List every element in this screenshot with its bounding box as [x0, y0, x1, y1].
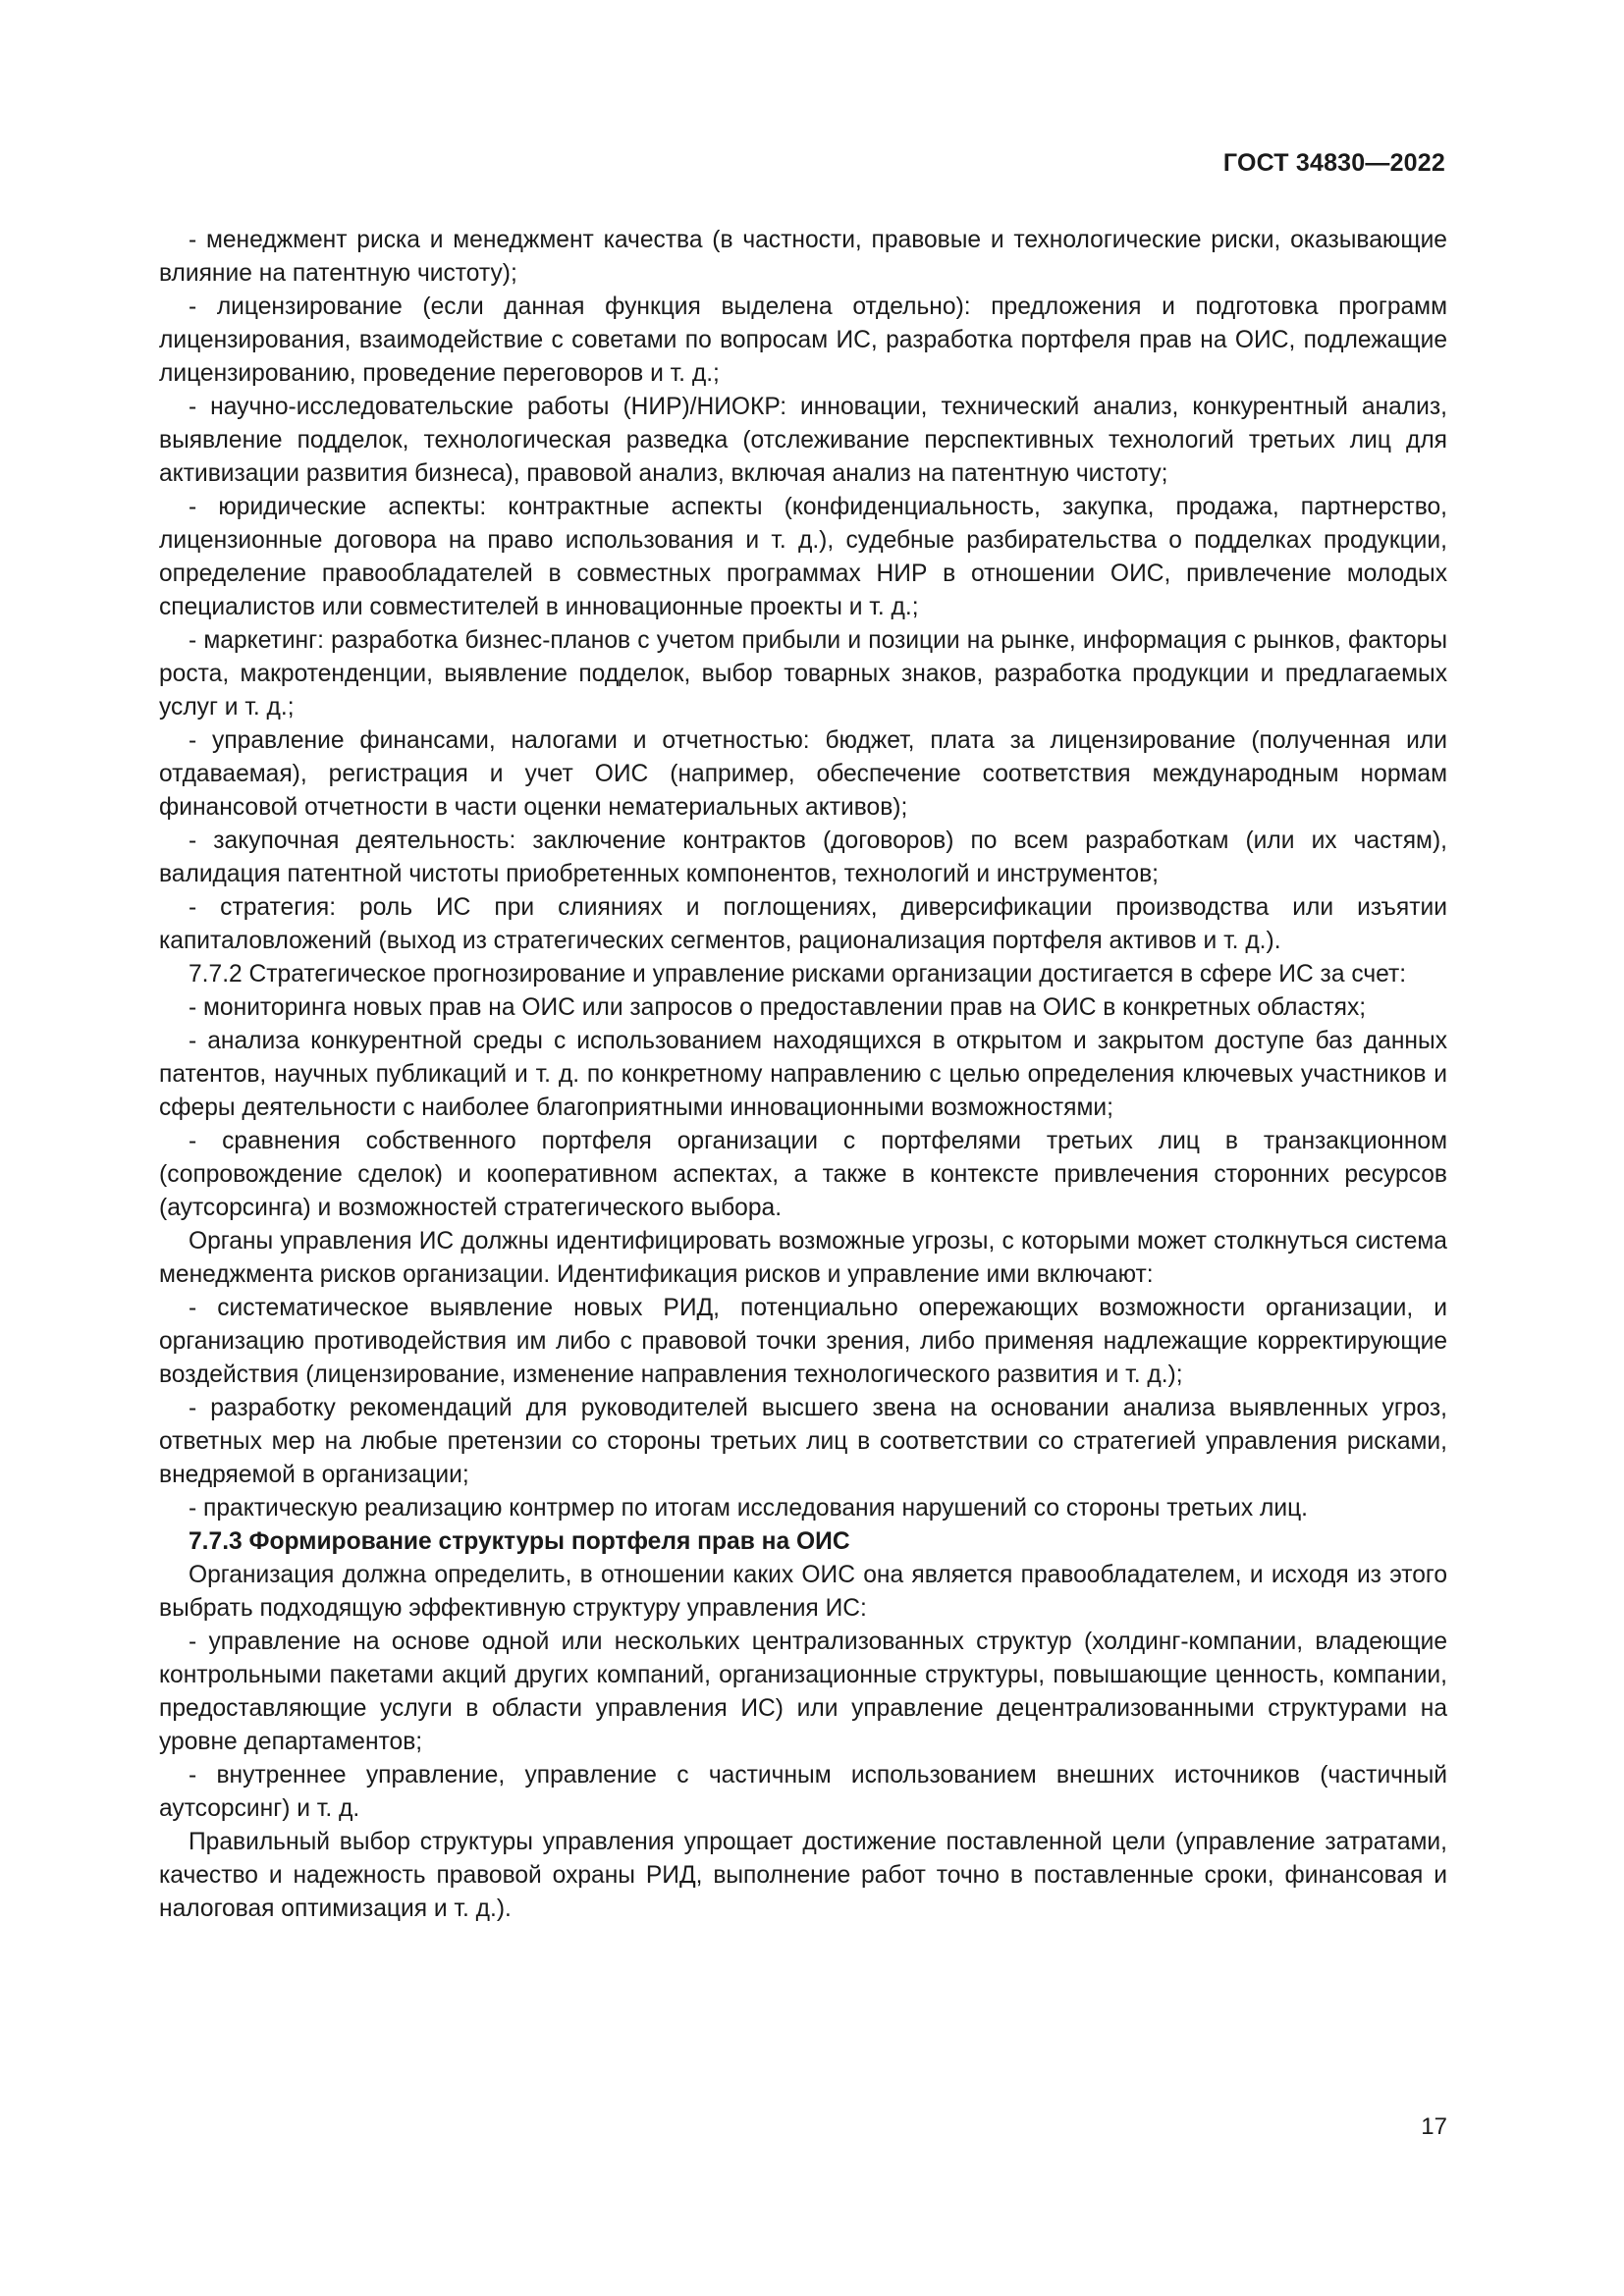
- paragraph: Организация должна определить, в отношении каких ОИС она является правообладателем, и исходя из этого выбрать подходящую эффективную структуру управления ИС:: [159, 1562, 1447, 1622]
- document-header: ГОСТ 34830—2022: [1222, 149, 1445, 177]
- paragraph: Органы управления ИС должны идентифицировать возможные угрозы, с которыми может столкнуться система менеджмента рисков организации. Идентификация рисков и управление ими включают:: [159, 1228, 1447, 1288]
- list-item: - систематическое выявление новых РИД, потенциально опережающих возможности организации, и организацию противодействия им либо с правовой точки зрения, либо применяя надлежащие корректирующие воздействия (лицензирование, изменение направления технологического развития и т. д.);: [159, 1295, 1447, 1388]
- list-item: - стратегия: роль ИС при слияниях и поглощениях, диверсификации производства или изъятии капиталовложений (выход из стратегических сегментов, рационализация портфеля активов и т. д.).: [159, 894, 1447, 954]
- page-number: 17: [1421, 2113, 1447, 2140]
- list-item: - управление на основе одной или нескольких централизованных структур (холдинг-компании, владеющие контрольными пакетами акций других компаний, организационные структуры, повышающие ценность, компании, предоставляющие услуги в области управления ИС) или управление децентрализованными структурами на уровне департаментов;: [159, 1629, 1447, 1755]
- list-item: - научно-исследовательские работы (НИР)/НИОКР: инновации, технический анализ, конкурентный анализ, выявление подделок, технологическая разведка (отслеживание перспективных технологий третьих лиц для активизации развития бизнеса), правовой анализ, включая анализ на патентную чистоту;: [159, 394, 1447, 487]
- list-item: - сравнения собственного портфеля организации с портфелями третьих лиц в транзакционном (сопровождение сделок) и кооперативном аспектах, а также в контексте привлечения сторонних ресурсов (аутсорсинга) и возможностей стратегического выбора.: [159, 1128, 1447, 1221]
- list-item: - анализа конкурентной среды с использованием находящихся в открытом и закрытом доступе баз данных патентов, научных публикаций и т. д. по конкретному направлению с целью определения ключевых участников и сферы деятельности с наиболее благоприятными инновационными возможностями;: [159, 1028, 1447, 1121]
- list-item: - управление финансами, налогами и отчетностью: бюджет, плата за лицензирование (полученная или отдаваемая), регистрация и учет ОИС (например, обеспечение соответствия международным нормам финансовой отчетности в части оценки нематериальных активов);: [159, 727, 1447, 821]
- clause-7-7-2: 7.7.2 Стратегическое прогнозирование и управление рисками организации достигается в сфере ИС за счет:: [189, 961, 1407, 988]
- section-heading-7-7-3: 7.7.3 Формирование структуры портфеля прав на ОИС: [189, 1528, 850, 1555]
- list-item: - закупочная деятельность: заключение контрактов (договоров) по всем разработкам (или их частям), валидация патентной чистоты приобретенных компонентов, технологий и инструментов;: [159, 828, 1447, 887]
- list-item: - разработку рекомендаций для руководителей высшего звена на основании анализа выявленных угроз, ответных мер на любые претензии со стороны третьих лиц в соответствии со стратегией управления рисками, внедряемой в организации;: [159, 1395, 1447, 1488]
- list-item: - менеджмент риска и менеджмент качества (в частности, правовые и технологические риски, оказывающие влияние на патентную чистоту);: [159, 227, 1447, 287]
- list-item: - маркетинг: разработка бизнес-планов с учетом прибыли и позиции на рынке, информация с рынков, факторы роста, макротенденции, выявление подделок, выбор товарных знаков, разработка продукции и предлагаемых услуг и т. д.;: [159, 627, 1447, 721]
- list-item: - мониторинга новых прав на ОИС или запросов о предоставлении прав на ОИС в конкретных областях;: [189, 994, 1367, 1021]
- list-item: - практическую реализацию контрмер по итогам исследования нарушений со стороны третьих лиц.: [189, 1495, 1309, 1522]
- list-item: - внутреннее управление, управление с частичным использованием внешних источников (частичный аутсорсинг) и т. д.: [159, 1762, 1447, 1822]
- list-item: - юридические аспекты: контрактные аспекты (конфиденциальность, закупка, продажа, партнерство, лицензионные договора на право использования и т. д.), судебные разбирательства о подделках продукции, определение правообладателей в совместных программах НИР в отношении ОИС, привлечение молодых специалистов или совместителей в инновационные проекты и т. д.;: [159, 494, 1447, 620]
- list-item: - лицензирование (если данная функция выделена отдельно): предложения и подготовка программ лицензирования, взаимодействие с советами по вопросам ИС, разработка портфеля прав на ОИС, подлежащие лицензированию, проведение переговоров и т. д.;: [159, 294, 1447, 387]
- document-body: [159, 224, 1447, 1926]
- paragraph: Правильный выбор структуры управления упрощает достижение поставленной цели (управление затратами, качество и надежность правовой охраны РИД, выполнение работ точно в поставленные сроки, финансовая и налоговая оптимизация и т. д.).: [159, 1829, 1447, 1922]
